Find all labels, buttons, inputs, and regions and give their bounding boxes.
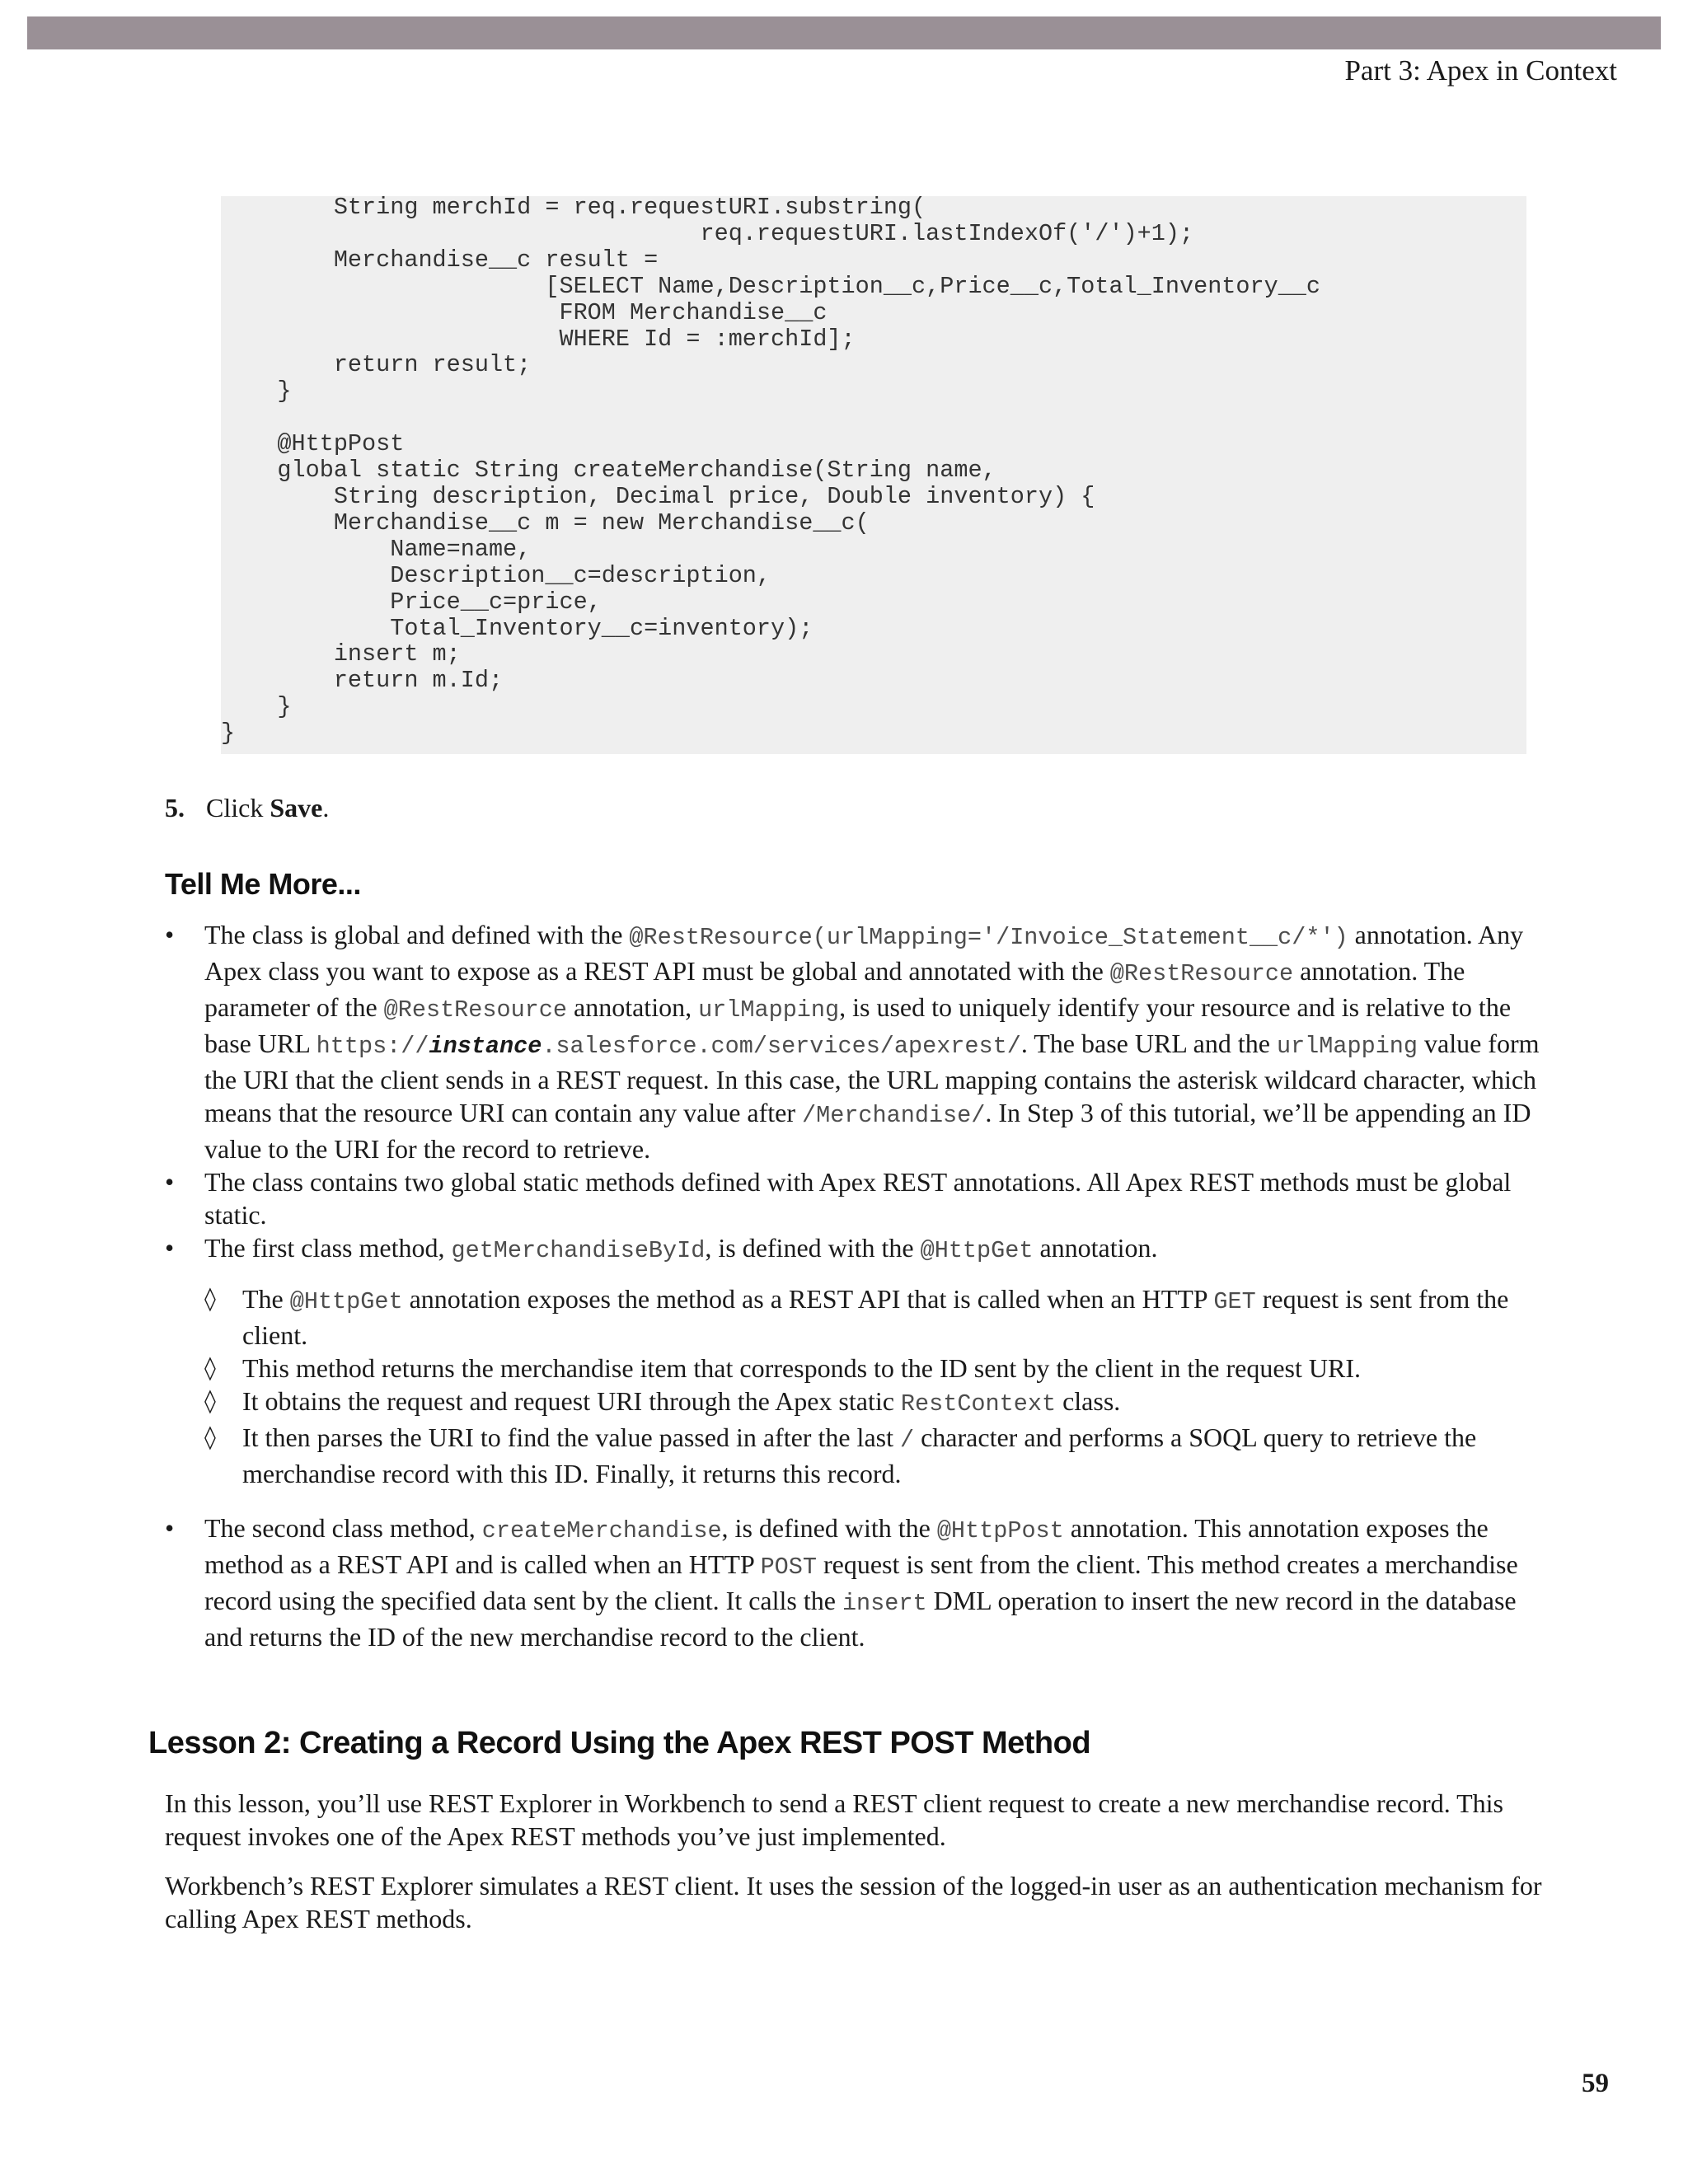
diamond-glyph: ◊ [204, 1354, 216, 1381]
code-line: insert m; [221, 640, 461, 668]
code-line: [SELECT Name,Description__c,Price__c,Total_Inventory__c [221, 272, 1321, 300]
code-line: req.requestURI.lastIndexOf('/')+1); [221, 219, 1194, 247]
bullet-glyph: • [165, 1167, 175, 1197]
bullet-glyph: • [165, 1233, 175, 1263]
diamond-glyph: ◊ [204, 1423, 216, 1451]
lesson-2-paragraph-1: In this lesson, you’ll use REST Explorer in Workbench to send a REST client request to create a new merchandise record. This request invokes one of the Apex REST methods you’ve just implemented. [165, 1788, 1503, 1851]
sub-item-1: ◊ The @HttpGet annotation exposes the method as a REST API that is called when an HTTP GET request is sent from the client. [204, 1284, 1509, 1350]
top-color-bar [27, 16, 1661, 49]
code-line: Name=name, [221, 535, 532, 563]
code-line: String merchId = req.requestURI.substring( [221, 194, 926, 221]
code-line: Price__c=price, [221, 588, 602, 616]
sub-list [204, 1282, 1550, 1490]
code-block [221, 194, 1573, 747]
code-line: @HttpPost [221, 430, 405, 458]
code-line: return result; [221, 351, 532, 379]
code-line: } [221, 693, 292, 721]
bullet-item-1: • The class is global and defined with the @RestResource(urlMapping='/Invoice_Statement__c/*') annotation. Any Apex class you want to expose as a REST API must be global and annotated with the @RestResource annotation. The parameter of the @RestResource annotation, urlMapping, is used to uniquely identify your resource and is relative to the base URL https://instance.salesforce.com/services/apexrest/. The base URL and the urlMapping value form the URI that the client sends in a REST request. In this case, the URL mapping contains the asterisk wildcard character, which means that the resource URI can contain any value after /Merchandise/. In Step 3 of this tutorial, we’ll be appending an ID value to the URI for the record to retrieve. [165, 920, 1540, 1164]
code-line: } [221, 377, 292, 405]
code-line: FROM Merchandise__c [221, 298, 828, 326]
bullet-glyph: • [165, 1513, 175, 1543]
bullet-glyph: • [165, 920, 175, 949]
lesson-2-paragraph-2: Workbench’s REST Explorer simulates a REST client. It uses the session of the logged-in user as an authentication mechanism for calling Apex REST methods. [165, 1871, 1542, 1933]
sub-item-4: ◊ It then parses the URI to find the value passed in after the last / character and performs a SOQL query to retrieve the merchandise record with this ID. Finally, it returns this record. [204, 1422, 1477, 1488]
step-5: 5. Click Save. [165, 793, 330, 823]
code-line: Total_Inventory__c=inventory); [221, 614, 814, 642]
tell-me-more-list [165, 918, 1550, 1653]
code-line: Merchandise__c m = new Merchandise__c( [221, 509, 870, 537]
diamond-glyph: ◊ [204, 1387, 216, 1414]
page-number: 59 [1582, 2069, 1609, 2098]
code-line: } [221, 719, 236, 748]
bullet-item-4: • The second class method, createMerchandise, is defined with the @HttpPost annotation. This annotation exposes the method as a REST API and is called when an HTTP POST request is sent from the client. This method creates a merchandise record using the specified data sent by the client. It calls the insert DML operation to insert the new record in the database and returns the ID of the new merchandise record to the client. [165, 1513, 1518, 1652]
code-line: return m.Id; [221, 667, 504, 695]
sub-item-2: ◊ This method returns the merchandise item that corresponds to the ID sent by the client in the request URI. [204, 1353, 1361, 1383]
code-line: Merchandise__c result = [221, 246, 659, 274]
bullet-item-2: • The class contains two global static methods defined with Apex REST annotations. All Apex REST methods must be global static. [165, 1167, 1512, 1230]
lesson-2-heading: Lesson 2: Creating a Record Using the Apex REST POST Method [148, 1726, 1091, 1760]
diamond-glyph: ◊ [204, 1285, 216, 1312]
code-line: String description, Decimal price, Double inventory) { [221, 482, 1095, 510]
code-line: Description__c=description, [221, 561, 771, 589]
save-label: Save [270, 793, 323, 823]
code-line: global static String createMerchandise(String name, [221, 457, 996, 485]
code-line: WHERE Id = :merchId]; [221, 325, 856, 353]
running-header: Part 3: Apex in Context [1344, 54, 1617, 87]
tell-me-more-heading: Tell Me More... [165, 867, 361, 901]
sub-item-3: ◊ It obtains the request and request URI through the Apex static RestContext class. [204, 1386, 1121, 1418]
step-number: 5. [165, 793, 185, 823]
bullet-item-3: • The first class method, getMerchandiseById, is defined with the @HttpGet annotation. ◊ The @HttpGet annotation exposes the method as a REST API that is called when an HTTP GET request is sent from the client. ◊ This method returns the merchandise item that corresponds to the ID sent by the client in the request URI. ◊ It obtains the request and request URI through the Apex static RestContext class. ◊ It then parses the URI to find the value passed in after the last / character and performs a SOQL query to retrieve the merchandise record with this ID. Finally, it returns this record. [165, 1231, 1550, 1490]
